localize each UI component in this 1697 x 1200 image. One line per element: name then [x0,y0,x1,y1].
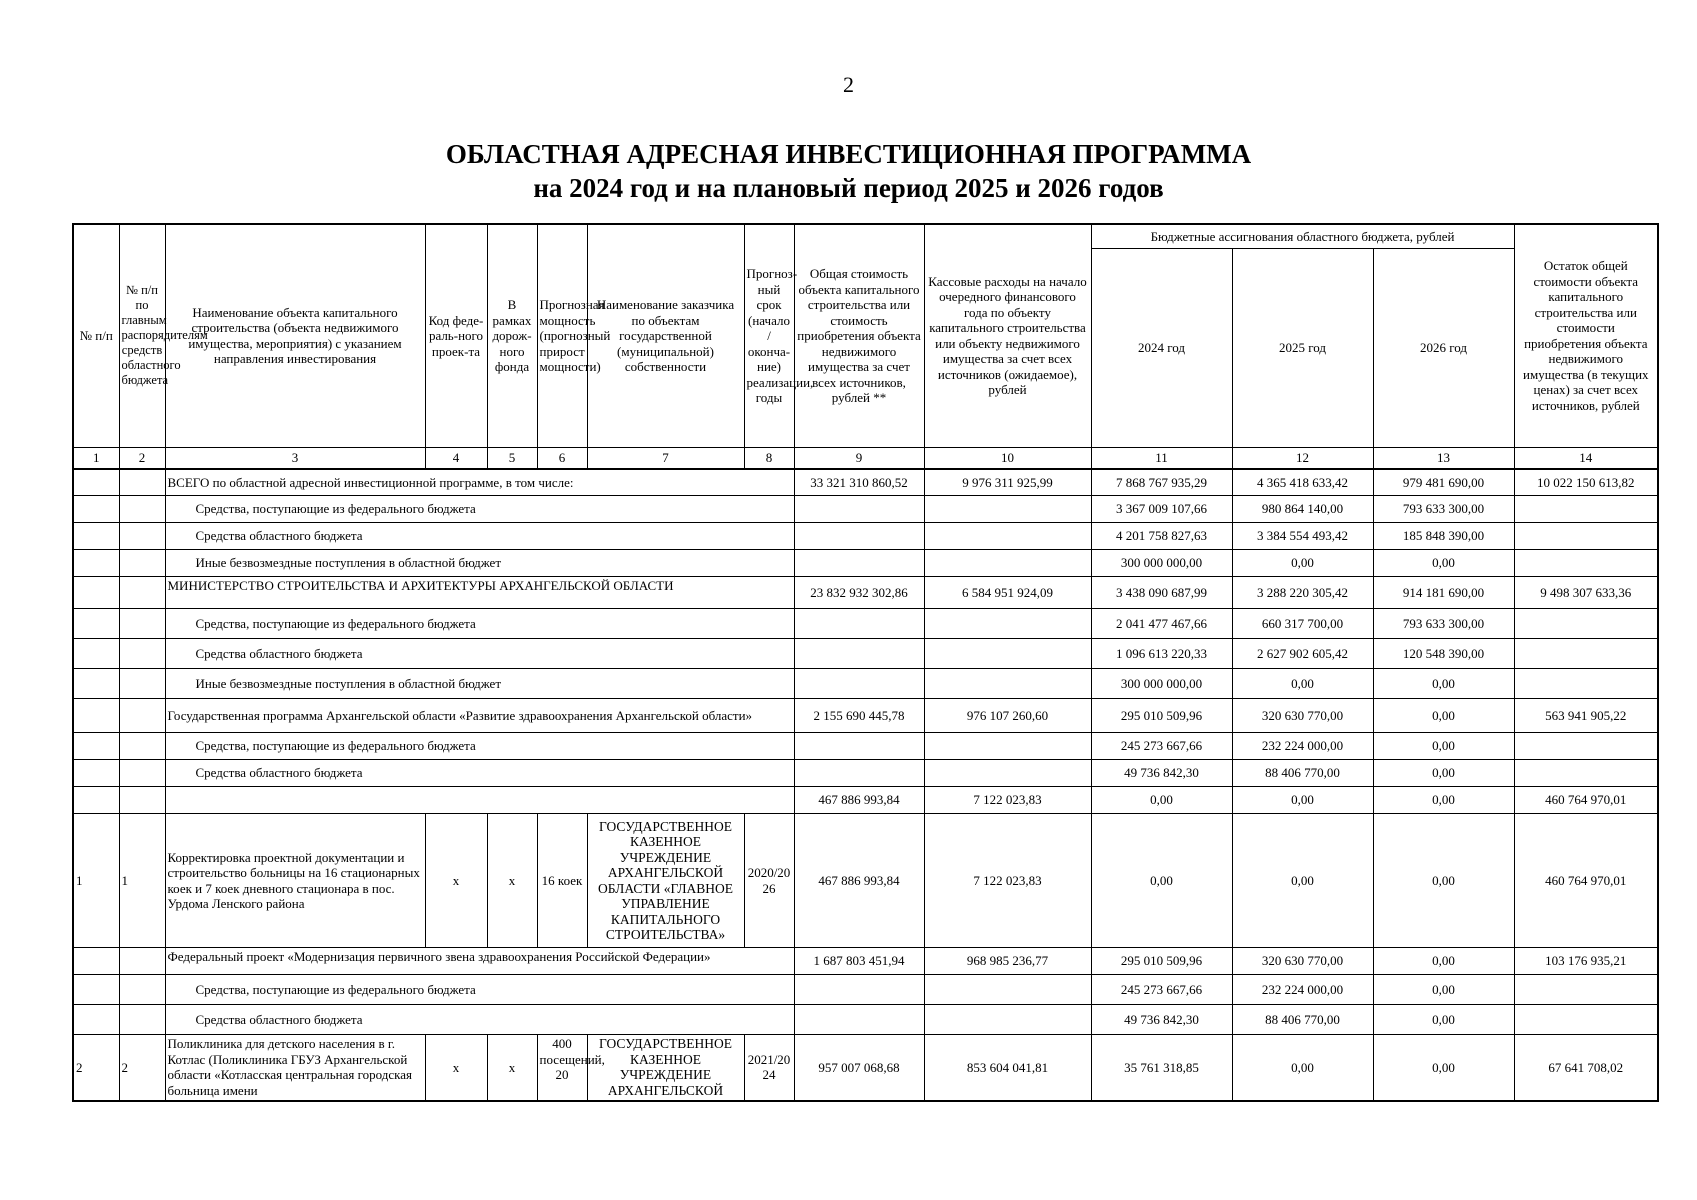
cell-value: 33 321 310 860,52 [794,469,924,496]
cell-value: 0,00 [1232,1035,1373,1101]
cell-value: 0,00 [1373,1035,1514,1101]
column-number: 2 [119,447,165,469]
table-row-total-regional [73,523,1658,550]
header-budget-group: Бюджетные ассигнования областного бюджета, рублей [1091,224,1514,248]
cell-value: 295 010 509,96 [1091,699,1232,733]
cell-value: 7 122 023,83 [924,787,1091,814]
header-customer: Наименование заказчика по объектам государственной (муниципальной) собственности [587,224,744,447]
cell-value: 1 096 613 220,33 [1091,639,1232,669]
row-name: Иные безвозмездные поступления в областной бюджет [165,550,794,577]
customer: ГОСУДАРСТВЕННОЕ КАЗЕННОЕ УЧРЕЖДЕНИЕ АРХАНГЕЛЬСКОЙ [587,1035,744,1101]
column-number: 8 [744,447,794,469]
table-row-total [73,469,1658,496]
cell-value: 853 604 041,81 [924,1035,1091,1101]
cell-value: 0,00 [1373,787,1514,814]
cell-value: 49 736 842,30 [1091,1005,1232,1035]
cell-value: 968 985 236,77 [924,948,1091,975]
cell-value: 3 288 220 305,42 [1232,577,1373,609]
capacity: 400 посещений, 20 [537,1035,587,1101]
header-year-2025: 2025 год [1232,248,1373,447]
term: 2021/2024 [744,1035,794,1101]
cell-value: 232 224 000,00 [1232,975,1373,1005]
header-term: Прогноз-ный срок (начало / оконча-ние) реализации, годы [744,224,794,447]
cell-value: 88 406 770,00 [1232,760,1373,787]
term: 2020/2026 [744,814,794,948]
cell-value: 49 736 842,30 [1091,760,1232,787]
cell-value: 1 687 803 451,94 [794,948,924,975]
row-number: 1 [73,814,119,948]
cell-value: 0,00 [1373,1005,1514,1035]
header-year-2024: 2024 год [1091,248,1232,447]
cell-value: 245 273 667,66 [1091,975,1232,1005]
object-name: Корректировка проектной документации и строительство больницы на 16 стационарных коек и 7 коек дневного стационара в пос. Урдома Ленского района [165,814,425,948]
cell-value: 0,00 [1373,948,1514,975]
cell-value: 0,00 [1373,699,1514,733]
table-row-federal-project-regional [73,1005,1658,1035]
row-name: Средства, поступающие из федерального бюджета [165,496,794,523]
row-ministry-number: 1 [119,814,165,948]
cell-value: 0,00 [1232,814,1373,948]
cell-value: 35 761 318,85 [1091,1035,1232,1101]
customer: ГОСУДАРСТВЕННОЕ КАЗЕННОЕ УЧРЕЖДЕНИЕ АРХАНГЕЛЬСКОЙ ОБЛАСТИ «ГЛАВНОЕ УПРАВЛЕНИЕ КАПИТАЛЬНОГО СТРОИТЕЛЬСТВА» [587,814,744,948]
table-row-ministry-federal [73,609,1658,639]
cell-value: 9 976 311 925,99 [924,469,1091,496]
table-row-program [73,699,1658,733]
column-number: 1 [73,447,119,469]
cell-value: 295 010 509,96 [1091,948,1232,975]
cell-value: 0,00 [1373,733,1514,760]
cell-value: 460 764 970,01 [1514,814,1658,948]
federal-project-code: х [425,814,487,948]
header-federal-project-code: Код феде-раль-ного проек-та [425,224,487,447]
column-number: 7 [587,447,744,469]
table-row-total-other [73,550,1658,577]
cell-value: 120 548 390,00 [1373,639,1514,669]
column-number: 6 [537,447,587,469]
table-row-program-regional [73,760,1658,787]
cell-value: 300 000 000,00 [1091,550,1232,577]
column-number: 13 [1373,447,1514,469]
cell-value: 3 438 090 687,99 [1091,577,1232,609]
cell-value: 0,00 [1373,975,1514,1005]
row-name: Иные безвозмездные поступления в областной бюджет [165,669,794,699]
header-total-cost: Общая стоимость объекта капитального строительства или стоимость приобретения объекта недвижимого имущества за счет всех источников, рублей ** [794,224,924,447]
row-name: Государственная программа Архангельской области «Развитие здравоохранения Архангельской области» [165,699,794,733]
cell-value: 0,00 [1373,760,1514,787]
cell-value: 232 224 000,00 [1232,733,1373,760]
table-row-program-federal [73,733,1658,760]
cell-value: 0,00 [1091,814,1232,948]
cell-value: 3 367 009 107,66 [1091,496,1232,523]
cell-value: 976 107 260,60 [924,699,1091,733]
cell-value: 67 641 708,02 [1514,1035,1658,1101]
cell-value: 0,00 [1232,550,1373,577]
column-number-row [73,447,1658,469]
cell-value: 563 941 905,22 [1514,699,1658,733]
cell-value: 4 201 758 827,63 [1091,523,1232,550]
cell-value: 185 848 390,00 [1373,523,1514,550]
investment-program-table [72,223,1659,1102]
cell-value: 320 630 770,00 [1232,948,1373,975]
cell-value: 300 000 000,00 [1091,669,1232,699]
cell-value: 0,00 [1373,669,1514,699]
table-row-object-2 [73,1035,1658,1101]
table-row-ministry-regional [73,639,1658,669]
header-road-fund: В рамках дорож-ного фонда [487,224,537,447]
cell-value: 4 365 418 633,42 [1232,469,1373,496]
header-row-number: № п/п [73,224,119,447]
cell-value: 957 007 068,68 [794,1035,924,1101]
table-row-ministry [73,577,1658,609]
object-name: Поликлиника для детского населения в г. Котлас (Поликлиника ГБУЗ Архангельской области «Котласская центральная городская больница имени [165,1035,425,1101]
cell-value: 3 384 554 493,42 [1232,523,1373,550]
cell-value: 2 041 477 467,66 [1091,609,1232,639]
cell-value: 0,00 [1091,787,1232,814]
cell-value: 23 832 932 302,86 [794,577,924,609]
title-line-2: на 2024 год и на плановый период 2025 и 2026 годов [533,173,1164,203]
table-row-total-federal [73,496,1658,523]
cell-value: 914 181 690,00 [1373,577,1514,609]
document-title [0,137,1697,205]
column-number: 4 [425,447,487,469]
table-row-federal-project-federal [73,975,1658,1005]
cell-value: 6 584 951 924,09 [924,577,1091,609]
page-number: 2 [843,72,854,97]
header-remaining-cost: Остаток общей стоимости объекта капитального строительства или стоимости приобретения объекта недвижимого имущества (в текущих ценах) за счет всех источников, рублей [1514,224,1658,447]
cell-value: 320 630 770,00 [1232,699,1373,733]
capacity: 16 коек [537,814,587,948]
column-number: 5 [487,447,537,469]
row-name: Средства, поступающие из федерального бюджета [165,609,794,639]
cell-value: 88 406 770,00 [1232,1005,1373,1035]
column-number: 11 [1091,447,1232,469]
cell-value: 7 122 023,83 [924,814,1091,948]
cell-value: 467 886 993,84 [794,787,924,814]
table-row-ministry-other [73,669,1658,699]
cell-value: 0,00 [1373,814,1514,948]
cell-value: 7 868 767 935,29 [1091,469,1232,496]
cell-value: 9 498 307 633,36 [1514,577,1658,609]
cell-value: 2 155 690 445,78 [794,699,924,733]
cell-value: 0,00 [1232,787,1373,814]
row-name: Средства областного бюджета [165,760,794,787]
header-year-2026: 2026 год [1373,248,1514,447]
row-name: МИНИСТЕРСТВО СТРОИТЕЛЬСТВА И АРХИТЕКТУРЫ АРХАНГЕЛЬСКОЙ ОБЛАСТИ [165,577,794,609]
header-ministry-number: № п/п по главным распорядителям средств областного бюджета [119,224,165,447]
cell-value: 2 627 902 605,42 [1232,639,1373,669]
row-name: Средства областного бюджета [165,1005,794,1035]
cell-value: 979 481 690,00 [1373,469,1514,496]
title-line-1: ОБЛАСТНАЯ АДРЕСНАЯ ИНВЕСТИЦИОННАЯ ПРОГРАММА [445,139,1252,169]
table-row-federal-project [73,948,1658,975]
cell-value: 103 176 935,21 [1514,948,1658,975]
row-name: Средства, поступающие из федерального бюджета [165,733,794,760]
header-cash-expenses: Кассовые расходы на начало очередного финансового года по объекту капитального строительства или объекту недвижимого имущества за счет всех источников (ожидаемое), рублей [924,224,1091,447]
row-name: Средства областного бюджета [165,639,794,669]
table-row-subtotal [73,787,1658,814]
cell-value: 793 633 300,00 [1373,496,1514,523]
cell-value: 980 864 140,00 [1232,496,1373,523]
row-number: 2 [73,1035,119,1101]
road-fund: х [487,1035,537,1101]
road-fund: х [487,814,537,948]
row-name: Средства областного бюджета [165,523,794,550]
federal-project-code: х [425,1035,487,1101]
row-name: ВСЕГО по областной адресной инвестиционной программе, в том числе: [165,469,794,496]
cell-value: 0,00 [1232,669,1373,699]
cell-value: 467 886 993,84 [794,814,924,948]
row-name: Федеральный проект «Модернизация первичного звена здравоохранения Российской Федерации» [165,948,794,975]
column-number: 9 [794,447,924,469]
cell-value: 0,00 [1373,550,1514,577]
cell-value: 660 317 700,00 [1232,609,1373,639]
cell-value: 10 022 150 613,82 [1514,469,1658,496]
row-ministry-number: 2 [119,1035,165,1101]
table-row-object-1 [73,814,1658,948]
column-number: 10 [924,447,1091,469]
header-object-name: Наименование объекта капитального строительства (объекта недвижимого имущества, мероприятия) с указанием направления инвестирования [165,224,425,447]
column-number: 3 [165,447,425,469]
header-capacity: Прогнозная мощность (прогнозный прирост мощности) [537,224,587,447]
cell-value: 460 764 970,01 [1514,787,1658,814]
column-number: 12 [1232,447,1373,469]
cell-value: 245 273 667,66 [1091,733,1232,760]
cell-value: 793 633 300,00 [1373,609,1514,639]
column-number: 14 [1514,447,1658,469]
row-name: Средства, поступающие из федерального бюджета [165,975,794,1005]
